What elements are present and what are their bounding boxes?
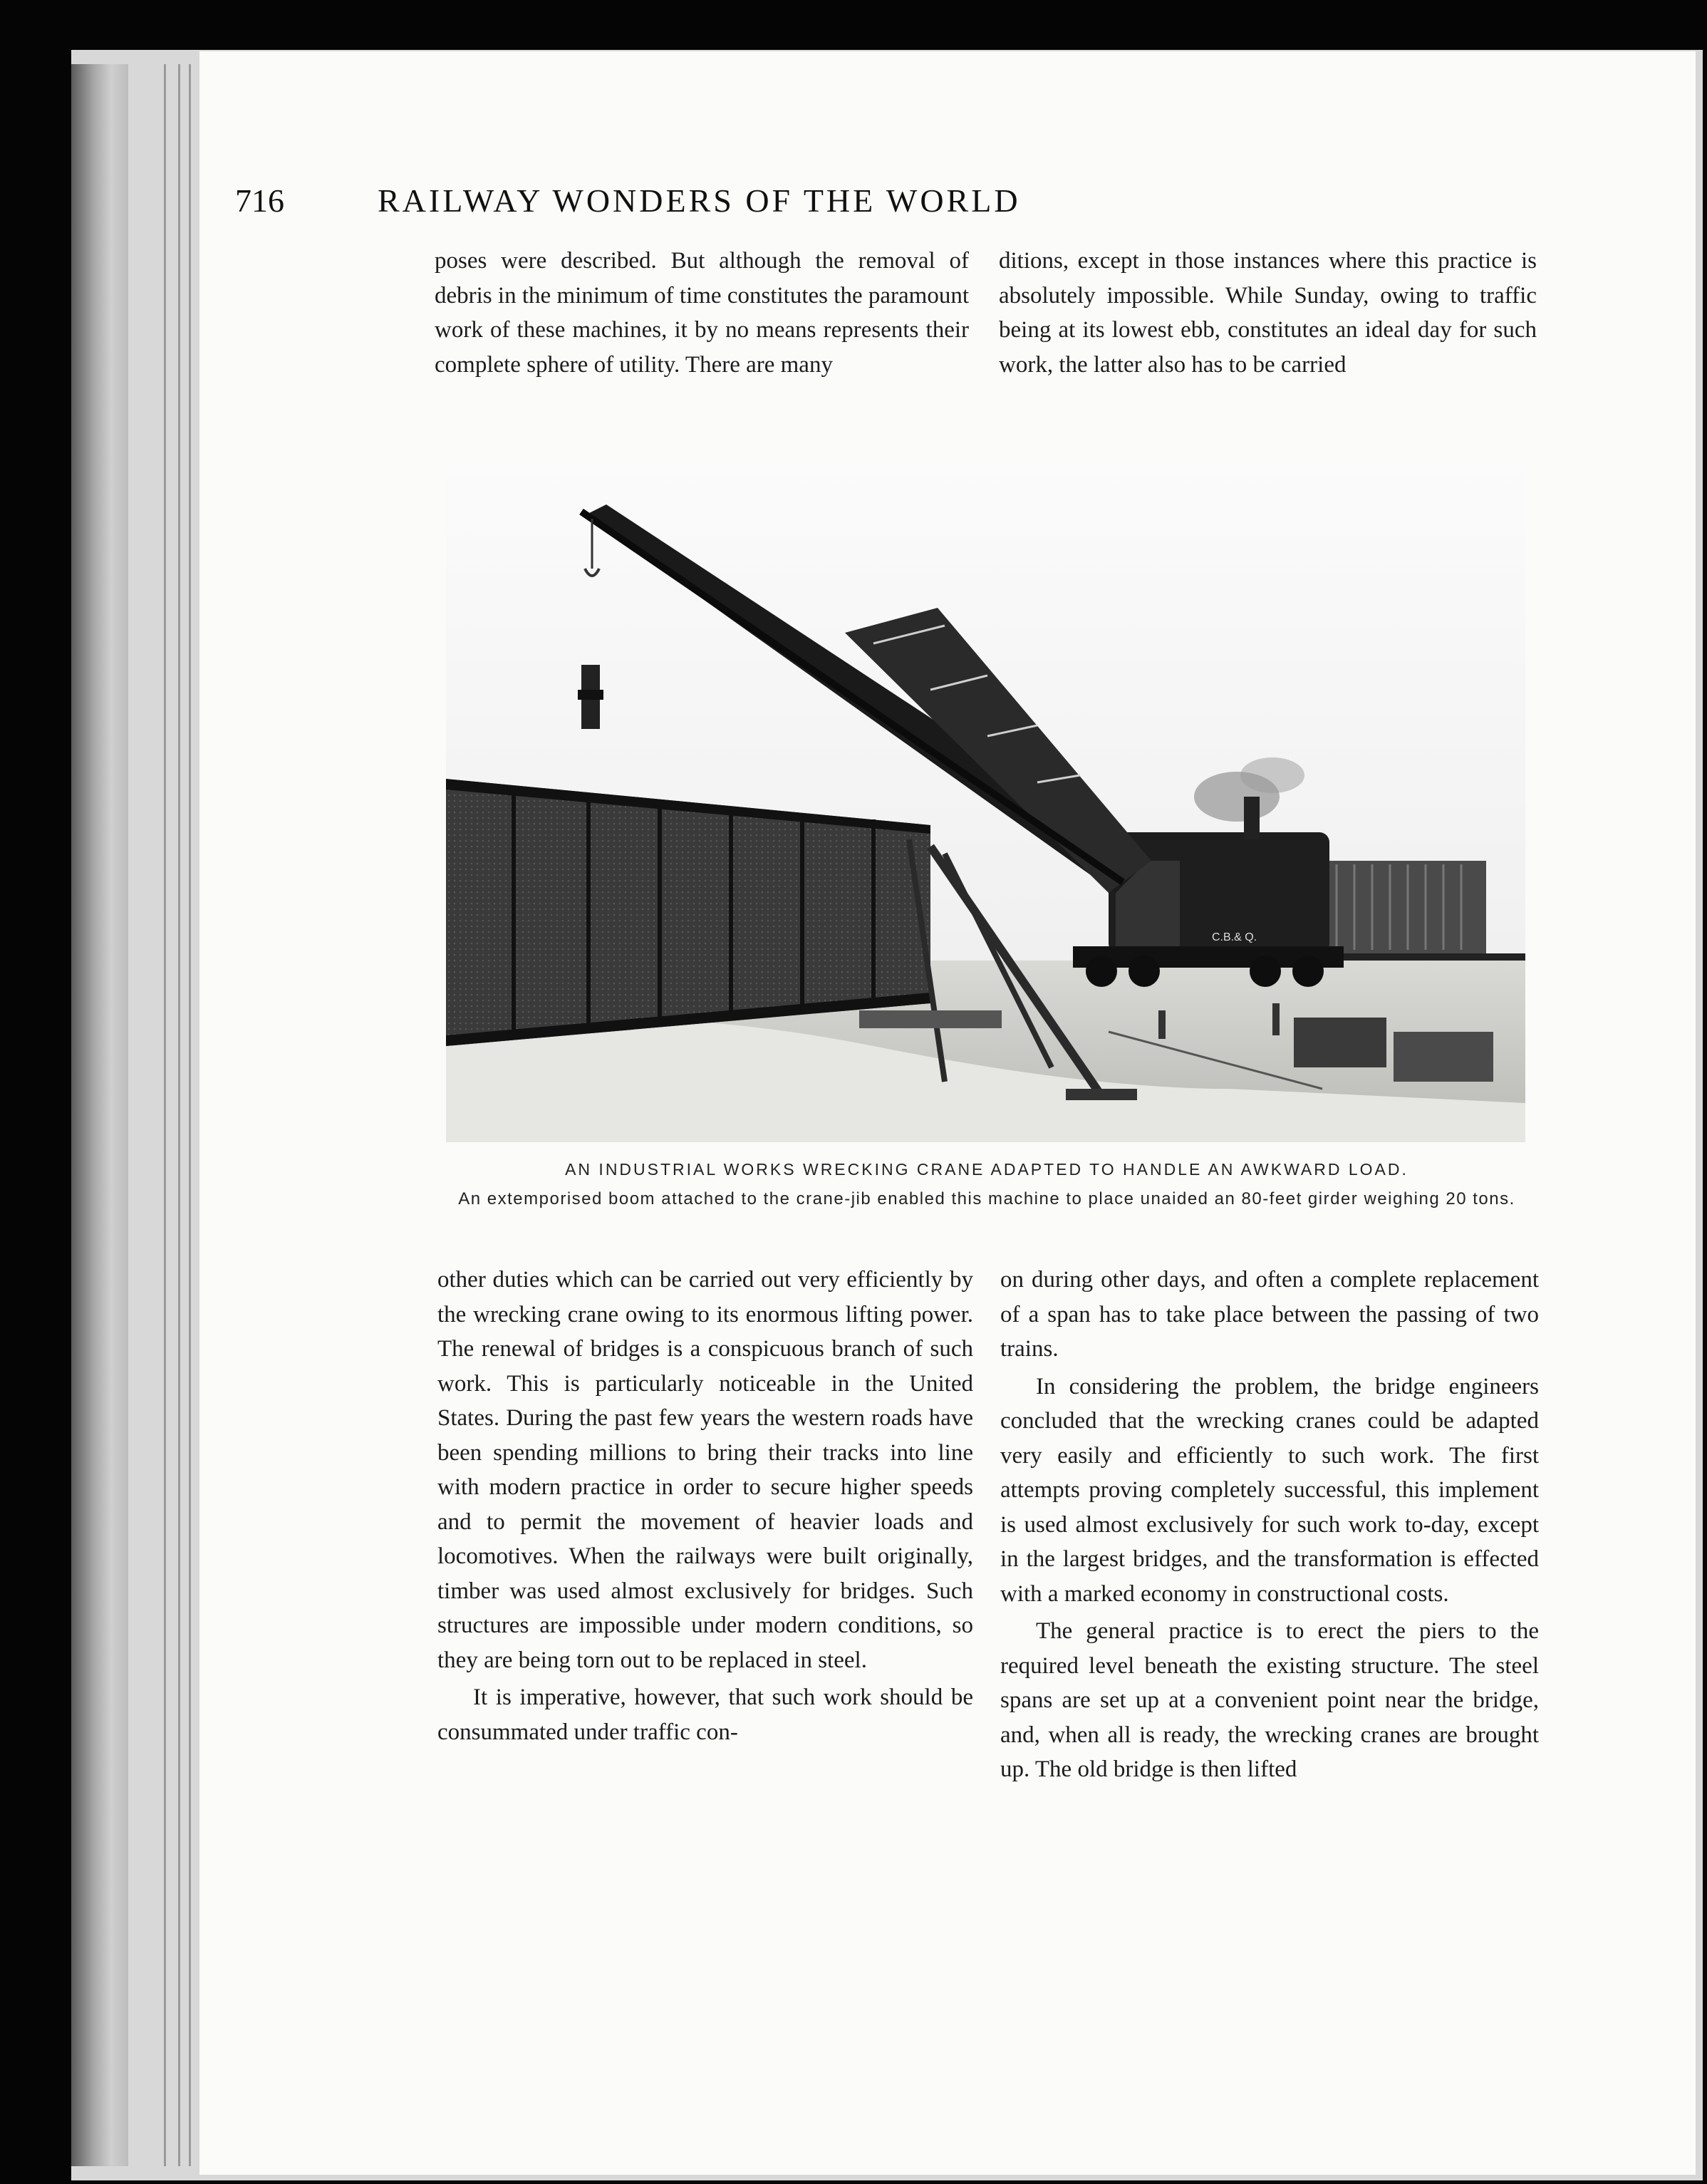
crane-photograph (446, 462, 1525, 1142)
column-bottom-left (437, 1263, 973, 1749)
page-header (235, 182, 1375, 232)
paragraph: ditions, except in those instances where this practice is absolutely impossible. While Sunday, owing to traffic being at its lowest ebb, constitutes an ideal day for such work, the latter also has to be carried (999, 248, 1537, 378)
column-bottom-right (1000, 1263, 1539, 1787)
paragraph: other duties which can be carried out very efficiently by the wrecking crane owing to its enormous lifting power. The renewal of bridges is a conspicuous branch of such work. This is particularly noticeable in the United States. During the past few years the western roads have been spending millions to bring their tracks into line with modern practice in order to secure higher speeds and to permit the movement of heavier loads and locomotives. When the railways were built originally, timber was used almost exclusively for bridges. Such structures are impossible under modern conditions, so they are being torn out to be replaced in steel. (437, 1267, 973, 1673)
paragraph: It is imperative, however, that such work should be consummated under traffic con- (437, 1684, 973, 1745)
book-page-edges (71, 64, 128, 2166)
caption-title: AN INDUSTRIAL WORKS WRECKING CRANE ADAPTED TO HANDLE AN AWKWARD LOAD. (565, 1160, 1408, 1179)
paragraph: The general practice is to erect the piers to the required level beneath the existing structure. The steel spans are set up at a convenient point near the bridge, and, when all is ready, the wrecking cranes are brought up. The old bridge is then lifted (1000, 1618, 1539, 1782)
page-number: 716 (235, 182, 284, 219)
caption-text: An extemporised boom attached to the crane-jib enabled this machine to place unaided an 80-feet girder weighing 20 tons. (458, 1189, 1515, 1209)
column-top-left (435, 244, 969, 382)
running-head: RAILWAY WONDERS OF THE WORLD (378, 182, 1021, 219)
column-top-right (999, 244, 1537, 382)
figure-caption (427, 1156, 1546, 1212)
crane-lettering: C.B.& Q. (1212, 931, 1257, 943)
paragraph: poses were described. But although the removal of debris in the minimum of time constitutes the paramount work of these machines, it by no means represents their complete sphere of utility. There are many (435, 248, 969, 378)
paragraph: In considering the problem, the bridge engineers concluded that the wrecking cranes could be adapted very easily and efficiently to such work. The first attempts proving completely successful, this implement is used almost exclusively for such work to-day, except in the largest bridges, and the transformation is effected with a marked economy in constructional costs. (1000, 1373, 1539, 1607)
paragraph: on during other days, and often a complete replacement of a span has to take place between the passing of two trains. (1000, 1267, 1539, 1362)
